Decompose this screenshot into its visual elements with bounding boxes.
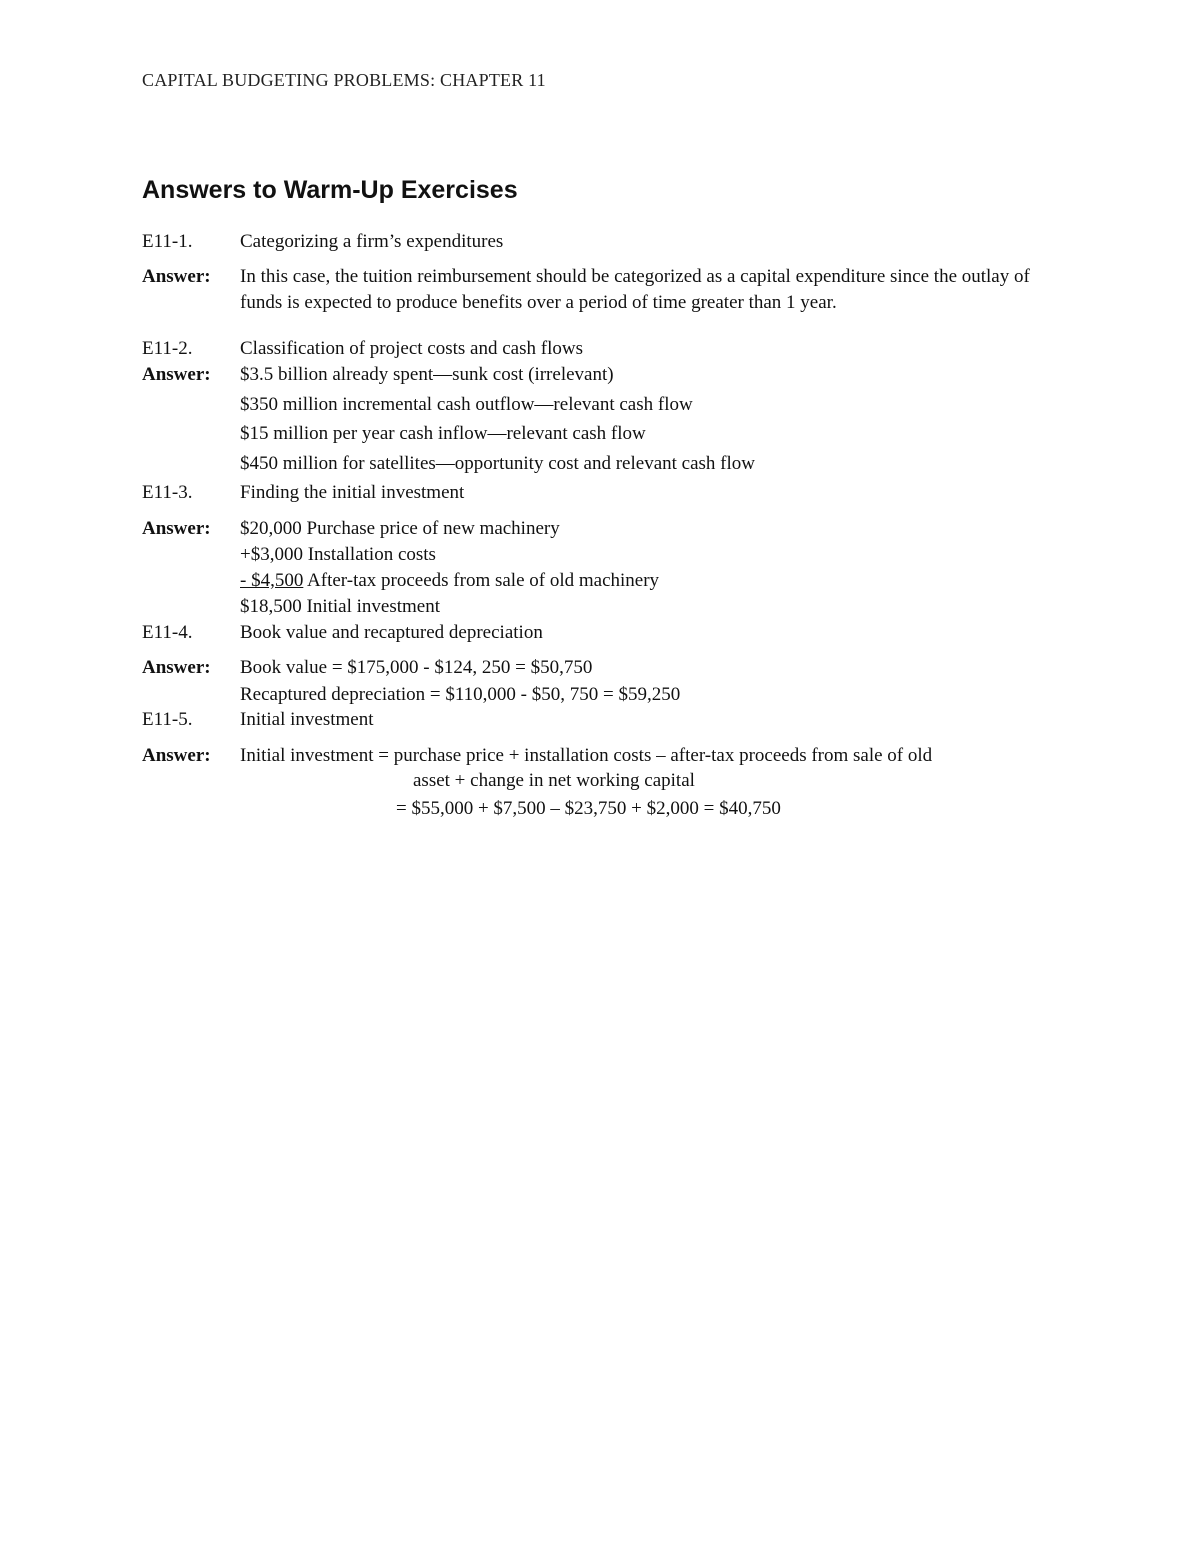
answer-line: Initial investment = purchase price + installation costs – after-tax proceeds from sale of old bbox=[240, 745, 933, 766]
answer-line: Recaptured depreciation = $110,000 - $50, 750 = $59,250 bbox=[240, 684, 681, 705]
answer-e11-5-line-3: = $55,000 + $7,500 – $23,750 + $2,000 = $40,750 bbox=[396, 798, 781, 819]
exercise-topic: Book value and recaptured depreciation bbox=[240, 622, 543, 643]
exercise-topic: Initial investment bbox=[240, 709, 374, 730]
exercise-id: E11-5. bbox=[142, 709, 193, 730]
exercise-id: E11-2. bbox=[142, 338, 193, 359]
answer-line bbox=[240, 568, 659, 594]
exercise-id: E11-3. bbox=[142, 482, 193, 503]
exercise-topic: Classification of project costs and cash flows bbox=[240, 338, 583, 359]
answer-label: Answer: bbox=[142, 364, 211, 385]
answer-label: Answer: bbox=[142, 745, 211, 766]
answer-label: Answer: bbox=[142, 657, 211, 678]
answer-label: Answer: bbox=[142, 266, 211, 287]
answer-text: In this case, the tuition reimbursement should be categorized as a capital expenditure since the outlay of funds is expected to produce benefits over a period of time greater than 1 year. bbox=[240, 266, 1030, 313]
exercise-topic: Categorizing a firm’s expenditures bbox=[240, 231, 504, 252]
running-head: CAPITAL BUDGETING PROBLEMS: CHAPTER 11 bbox=[142, 70, 546, 90]
answer-line: $450 million for satellites—opportunity cost and relevant cash flow bbox=[240, 453, 756, 474]
answer-line: $350 million incremental cash outflow—relevant cash flow bbox=[240, 394, 693, 415]
answer-line: $20,000 Purchase price of new machinery bbox=[240, 518, 560, 539]
answer-line: +$3,000 Installation costs bbox=[240, 544, 436, 565]
answer-line: Book value = $175,000 - $124, 250 = $50,750 bbox=[240, 657, 593, 678]
answer-line: $15 million per year cash inflow—relevant cash flow bbox=[240, 423, 646, 444]
answer-line: $18,500 Initial investment bbox=[240, 596, 441, 617]
underlined-amount: - $4,500 bbox=[240, 570, 304, 591]
answer-line: $3.5 billion already spent—sunk cost (irrelevant) bbox=[240, 364, 614, 385]
section-heading: Answers to Warm-Up Exercises bbox=[142, 176, 518, 204]
answer-line-text: After-tax proceeds from sale of old machinery bbox=[303, 570, 660, 591]
exercise-id: E11-4. bbox=[142, 622, 193, 643]
answer-label: Answer: bbox=[142, 518, 211, 539]
answer-e11-5-line-2: asset + change in net working capital bbox=[413, 770, 695, 791]
exercise-topic: Finding the initial investment bbox=[240, 482, 465, 503]
exercise-id: E11-1. bbox=[142, 231, 193, 252]
